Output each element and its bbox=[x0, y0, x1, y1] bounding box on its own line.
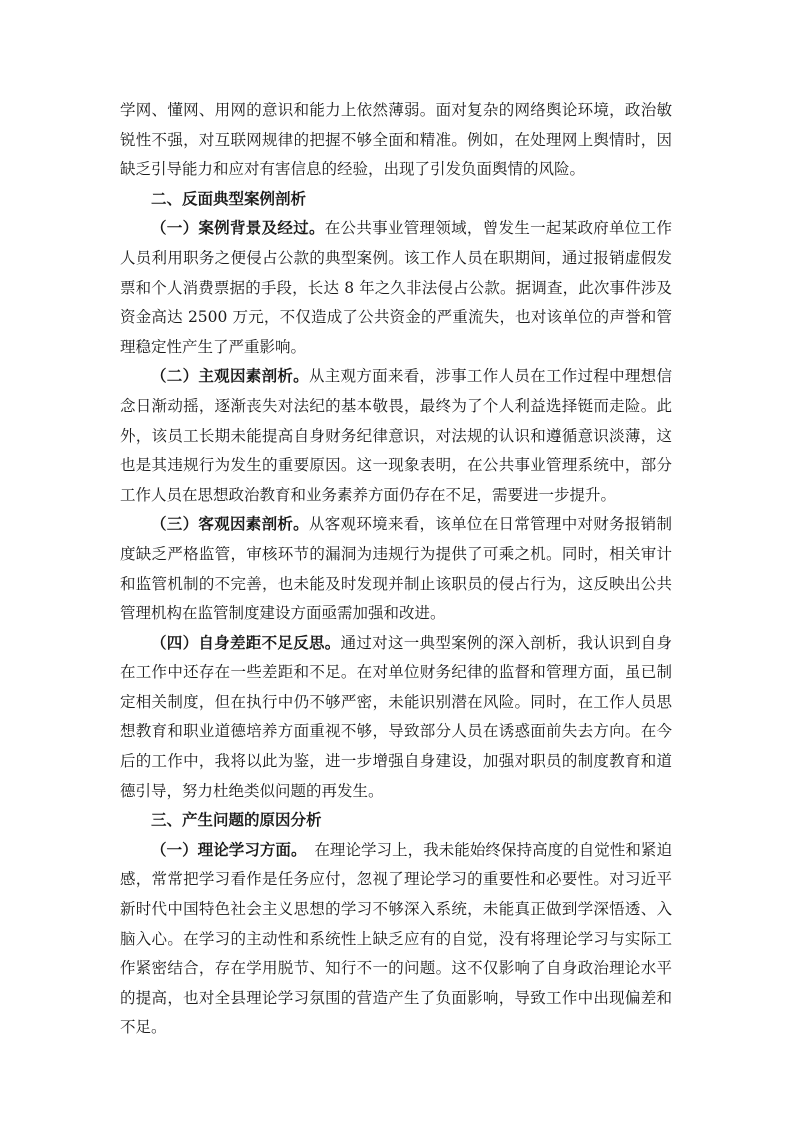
paragraph-body: 从客观环境来看，该单位在日常管理中对财务报销制度缺乏严格监管，审核环节的漏洞为违规行为提供了可乘之机。同时，相关审计和监管机制的不完善，也未能及时发现并制止该职员的侵占行为，这反映出公共管理机构在监管制度建设方面亟需加强和改进。 bbox=[120, 515, 672, 623]
paragraph-lead: （二）主观因素剖析。 bbox=[151, 367, 309, 386]
intro-paragraph: 学网、懂网、用网的意识和能力上依然薄弱。面对复杂的网络舆论环境，政治敏锐性不强，对互联网规律的把握不够全面和精准。例如，在处理网上舆情时，因缺乏引导能力和应对有害信息的经验，出现了引发负面舆情的风险。 bbox=[120, 101, 672, 179]
section-heading-cause-analysis: 三、产生问题的原因分析 bbox=[151, 811, 322, 830]
paragraph-lead: （一）案例背景及经过。 bbox=[151, 219, 325, 238]
paragraph-body: 在理论学习上，我未能始终保持高度的自觉性和紧迫感，常常把学习看作是任务应付，忽视了理论学习的重要性和必要性。对习近平新时代中国特色社会主义思想的学习不够深入系统，未能真正做到学深悟透、入脑入心。在学习的主动性和系统性上缺乏应有的自觉，没有将理论学习与实际工作紧密结合，存在学用脱节、知行不一的问题。这不仅影响了自身政治理论水平的提高，也对全县理论学习氛围的营造产生了负面影响，导致工作中出现偏差和不足。 bbox=[120, 840, 672, 1037]
paragraph-subjective-factors bbox=[120, 362, 672, 510]
paragraph-objective-factors bbox=[120, 510, 672, 628]
paragraph-body: 在公共事业管理领域，曾发生一起某政府单位工作人员利用职务之便侵占公款的典型案例。该工作人员在职期间，通过报销虚假发票和个人消费票据的手段，长达 8 年之久非法侵占公款。据调查，此次事件涉及资金高达 2500 万元，不仅造成了公共资金的严重流失，也对该单位的声誉和管理稳定性产生了严重影响。 bbox=[120, 219, 672, 356]
document-page bbox=[120, 96, 672, 1043]
paragraph-lead: （四）自身差距不足反思。 bbox=[151, 633, 341, 652]
paragraph-theory-study bbox=[120, 836, 672, 1043]
paragraph-lead: （三）客观因素剖析。 bbox=[151, 515, 309, 534]
paragraph-body: 通过对这一典型案例的深入剖析，我认识到自身在工作中还存在一些差距和不足。在对单位财务纪律的监督和管理方面，虽已制定相关制度，但在执行中仍不够严密，未能识别潜在风险。同时，在工作人员思想教育和职业道德培养方面重视不够，导致部分人员在诱惑面前失去方向。在今后的工作中，我将以此为鉴，进一步增强自身建设，加强对职员的制度教育和道德引导，努力杜绝类似问题的再发生。 bbox=[120, 633, 672, 800]
paragraph-self-reflection bbox=[120, 629, 672, 807]
paragraph-body: 从主观方面来看，涉事工作人员在工作过程中理想信念日渐动摇，逐渐丧失对法纪的基本敬畏，最终为了个人利益选择铤而走险。此外，该员工长期未能提高自身财务纪律意识，对法规的认识和遵循意识淡薄，这也是其违规行为发生的重要原因。这一现象表明，在公共事业管理系统中，部分工作人员在思想政治教育和业务素养方面仍存在不足，需要进一步提升。 bbox=[120, 367, 672, 504]
paragraph-lead: （一）理论学习方面。 bbox=[151, 840, 299, 859]
section-heading-case-analysis: 二、反面典型案例剖析 bbox=[151, 189, 307, 208]
paragraph-case-background bbox=[120, 214, 672, 362]
